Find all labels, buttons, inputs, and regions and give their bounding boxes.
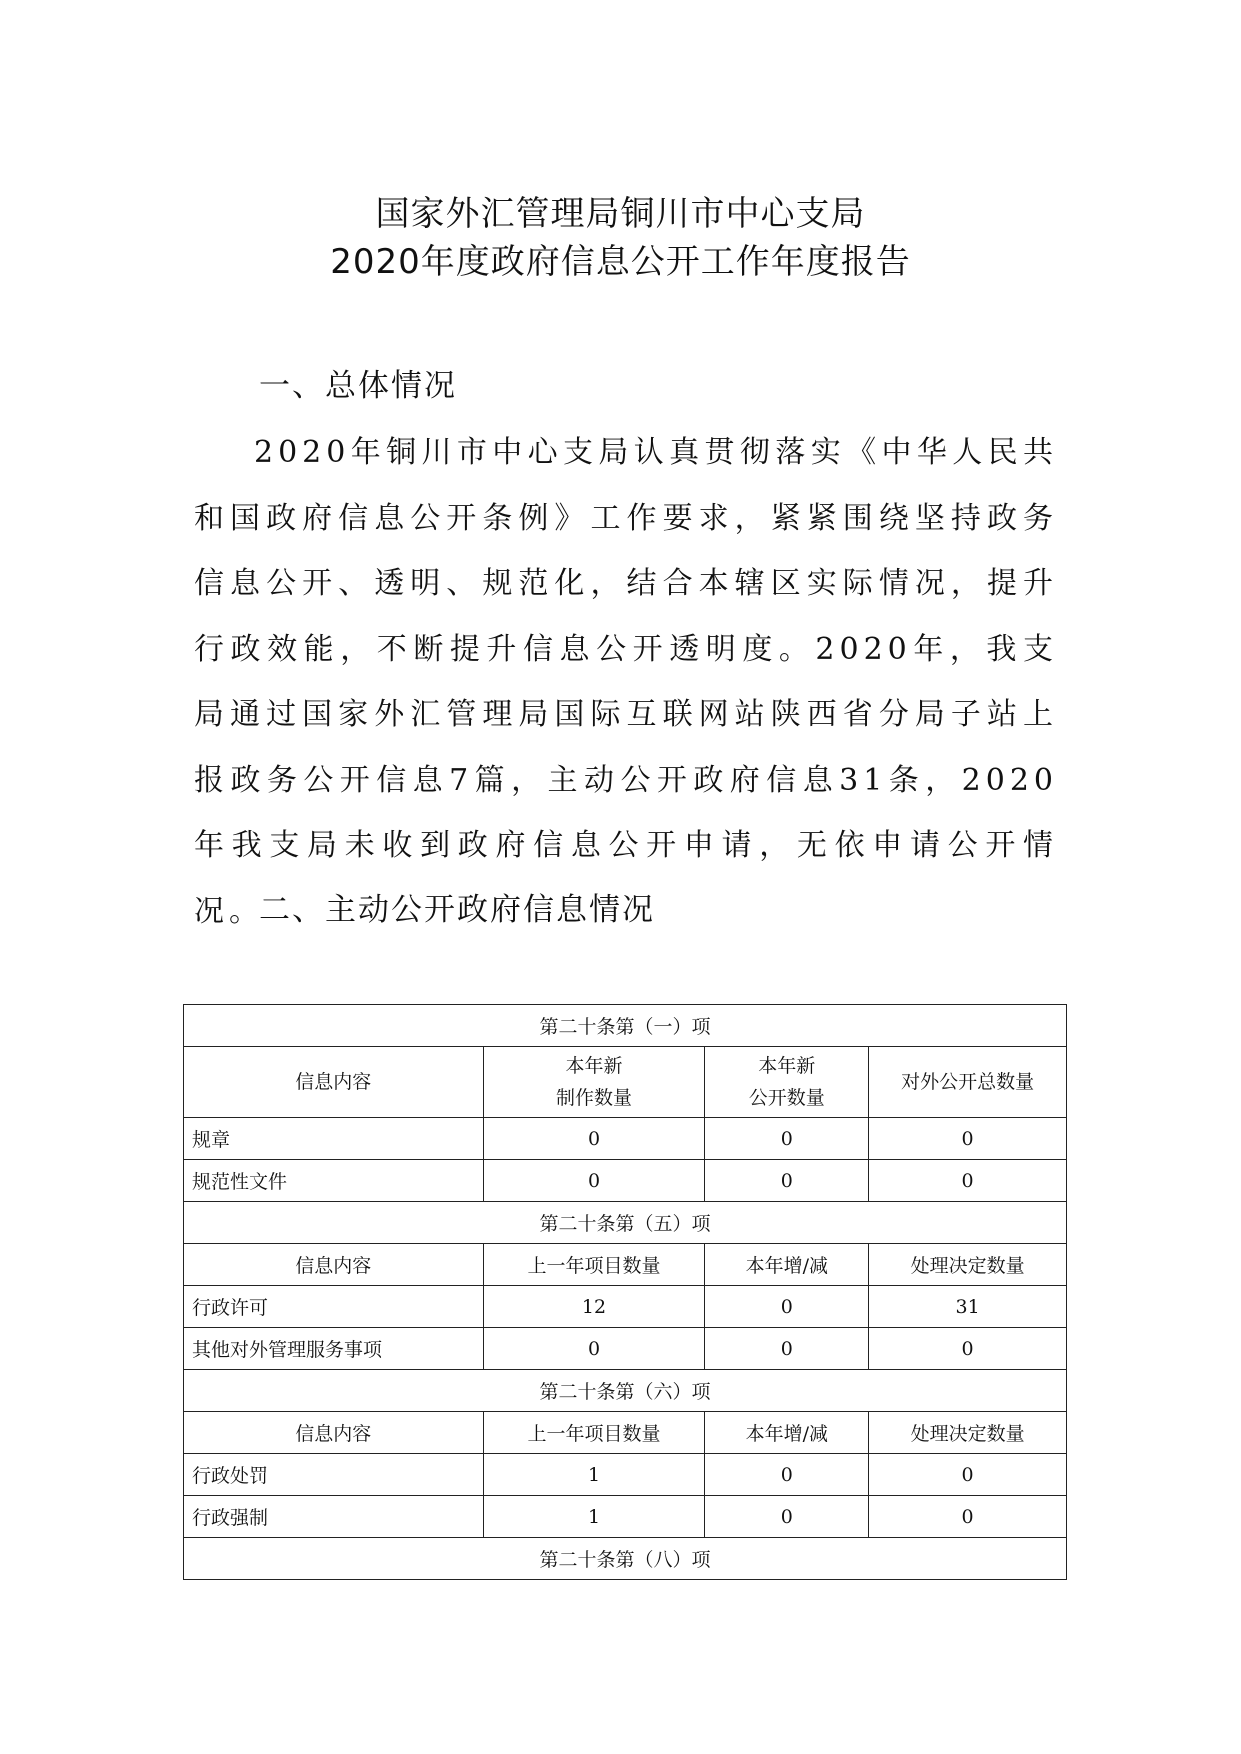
cell-value: 0: [705, 1286, 869, 1328]
section-title-row: [184, 1202, 1067, 1244]
cell-value: 0: [869, 1496, 1067, 1538]
cell-value: 0: [483, 1118, 705, 1160]
row-label: 规范性文件: [184, 1160, 484, 1202]
column-header: 信息内容: [184, 1244, 484, 1286]
section-title-row: [184, 1538, 1067, 1580]
section-title-row: [184, 1370, 1067, 1412]
section-heading-proactive-disclosure: 二、主动公开政府信息情况: [259, 892, 655, 928]
cell-value: 1: [483, 1496, 705, 1538]
cell-value: 0: [705, 1328, 869, 1370]
report-title-line1: 国家外汇管理局铜川市中心支局: [375, 194, 866, 234]
column-header: 信息内容: [184, 1047, 484, 1118]
section-title: 第二十条第（五）项: [184, 1202, 1067, 1244]
column-header: 本年增/减: [705, 1412, 869, 1454]
section-title-row: [184, 1005, 1067, 1047]
column-header: 本年增/减: [705, 1244, 869, 1286]
column-header: 上一年项目数量: [483, 1412, 705, 1454]
column-header: 本年新 制作数量: [483, 1047, 705, 1118]
disclosure-table: [183, 1004, 1067, 1580]
report-title-line2: 2020年度政府信息公开工作年度报告: [330, 242, 911, 282]
row-label: 行政许可: [184, 1286, 484, 1328]
section-title: 第二十条第（八）项: [184, 1538, 1067, 1580]
cell-value: 1: [483, 1454, 705, 1496]
cell-value: 0: [869, 1328, 1067, 1370]
table-row: [184, 1118, 1067, 1160]
column-header: 上一年项目数量: [483, 1244, 705, 1286]
section-heading-overview: 一、总体情况: [259, 368, 457, 404]
table-row: [184, 1454, 1067, 1496]
cell-value: 0: [705, 1118, 869, 1160]
section-title: 第二十条第（六）项: [184, 1370, 1067, 1412]
table-row: [184, 1328, 1067, 1370]
cell-value: 0: [705, 1454, 869, 1496]
cell-value: 0: [705, 1496, 869, 1538]
column-header: 处理决定数量: [869, 1412, 1067, 1454]
column-header: 对外公开总数量: [869, 1047, 1067, 1118]
overview-paragraph: 2020年铜川市中心支局认真贯彻落实《中华人民共和国政府信息公开条例》工作要求，紧紧围绕坚持政务信息公开、透明、规范化，结合本辖区实际情况，提升行政效能，不断提升信息公开透明度。2020年，我支局通过国家外汇管理局国际互联网站陕西省分局子站上报政务公开信息7篇，主动公开政府信息31条，2020年我支局未收到政府信息公开申请，无依申请公开情况。: [194, 435, 1058, 929]
header-row: [184, 1412, 1067, 1454]
table-row: [184, 1160, 1067, 1202]
column-header: 信息内容: [184, 1412, 484, 1454]
cell-value: 0: [869, 1160, 1067, 1202]
table-row: [184, 1286, 1067, 1328]
row-label: 行政强制: [184, 1496, 484, 1538]
section-title: 第二十条第（一）项: [184, 1005, 1067, 1047]
row-label: 行政处罚: [184, 1454, 484, 1496]
column-header: 本年新 公开数量: [705, 1047, 869, 1118]
cell-value: 0: [483, 1328, 705, 1370]
row-label: 规章: [184, 1118, 484, 1160]
cell-value: 0: [869, 1454, 1067, 1496]
cell-value: 0: [705, 1160, 869, 1202]
header-row: [184, 1244, 1067, 1286]
column-header: 处理决定数量: [869, 1244, 1067, 1286]
table-row: [184, 1496, 1067, 1538]
cell-value: 31: [869, 1286, 1067, 1328]
row-label: 其他对外管理服务事项: [184, 1328, 484, 1370]
cell-value: 12: [483, 1286, 705, 1328]
cell-value: 0: [869, 1118, 1067, 1160]
cell-value: 0: [483, 1160, 705, 1202]
header-row: [184, 1047, 1067, 1118]
